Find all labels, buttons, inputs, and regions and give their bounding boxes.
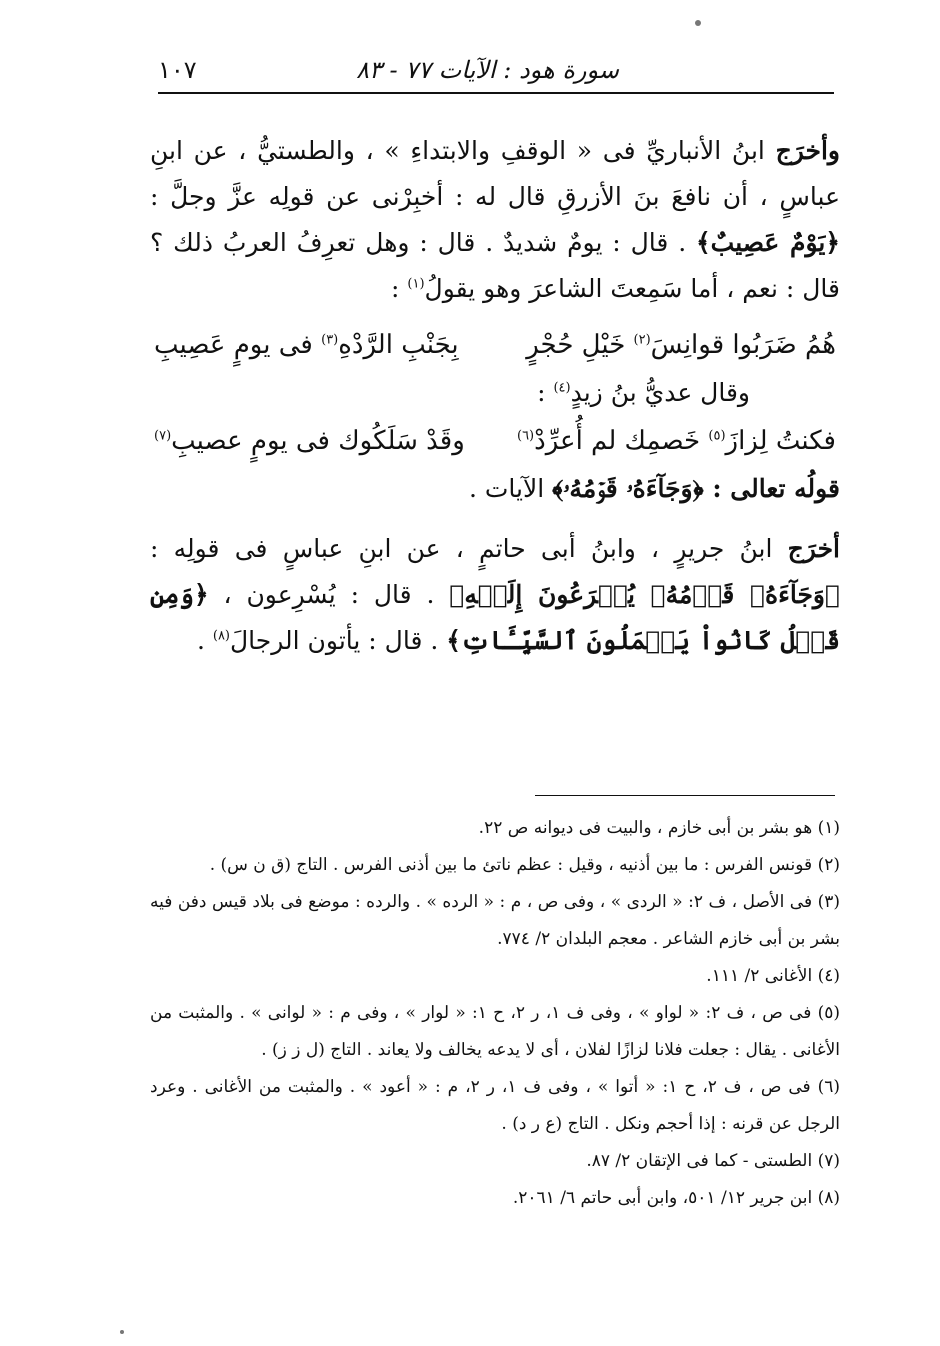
scan-speck bbox=[120, 1330, 124, 1334]
footnote-ref-2: (٢) bbox=[633, 332, 651, 348]
footnote-ref-4: (٤) bbox=[553, 380, 571, 396]
paragraph-2-mid: . قال : يُسْرِعون ، bbox=[208, 580, 450, 609]
footnote-separator bbox=[535, 795, 835, 796]
verse-1-b-text: بِجَنْبِ الرَّدْهِ bbox=[338, 330, 459, 360]
footnote-ref-7: (٧) bbox=[154, 428, 172, 444]
page-number: ١٠٧ bbox=[158, 56, 197, 84]
paragraph-2 bbox=[150, 526, 840, 664]
verse-1-second-hemistich bbox=[154, 320, 459, 370]
footnotes bbox=[150, 810, 840, 1217]
footnote-ref-5: (٥) bbox=[708, 428, 726, 444]
quran-quote-yuhraun: ﴿وَجَآءَهُۥ قَوۡمُهُۥ يُهۡرَعُونَ إِلَيۡهِ﴾ bbox=[449, 580, 840, 609]
footnote-1: (١) هو بشر بن أبى خازم ، والبيت فى ديوانه ص ٢٢. bbox=[478, 818, 840, 838]
verse-1 bbox=[150, 320, 840, 370]
section-heading-rest: الآيات . bbox=[468, 474, 553, 503]
paragraph-1-end: : bbox=[391, 274, 408, 303]
verse-2-a-text: فكنتُ لِزازَ bbox=[725, 426, 836, 456]
verse-2-first-hemistich bbox=[517, 416, 836, 466]
section-heading-lead: قولُه تعالى : bbox=[703, 474, 840, 503]
verse-2 bbox=[150, 416, 840, 466]
verse-1-a-text2: خَيْلِ حُجْرٍ bbox=[526, 330, 634, 360]
footnote-8: (٨) ابن جرير ١٢/ ٥٠١، وابن أبى حاتم ٦/ ٢٠٦١. bbox=[512, 1188, 840, 1208]
verse-2-a-text2: خَصمِك لم أُعرِّدْ bbox=[534, 426, 709, 456]
paragraph-2-lead: أخرَج bbox=[787, 534, 840, 563]
footnote-3: (٣) فى الأصل ، ف ٢: « الردى » ، وفى ص ، م : « الرده » . والرده : موضع فى بلاد قيس دفن فيه بشر بن أبى خازم الشاعر . معجم البلدان ٢/ ٧٧٤. bbox=[150, 892, 840, 949]
footnote-2: (٢) قونس الفرس : ما بين أذنيه ، وقيل : عظم ناتئ ما بين أذنى الفرس . التاج (ق ن س) . bbox=[209, 855, 840, 875]
main-text bbox=[150, 128, 840, 664]
footnote-6: (٦) فى ص ، ف ٢، ح ١: « أتوا » ، وفى ف ١، ر ٢، م : « أعود » . والمثبت من الأغانى . وعرد الرجل عن قرنه : إذا أحجم ونكل . التاج (ع ر د) . bbox=[150, 1077, 840, 1134]
section-heading-quote: ﴿وَجَآءَهُۥ قَوۡمُهُۥ﴾ bbox=[552, 474, 704, 503]
running-title: سورة هود : الآيات ٧٧ - ٨٣ bbox=[356, 56, 619, 84]
paragraph-1-text: ابنُ الأنباريِّ فى « الوقفِ والابتداءِ » ، والطستيُّ ، عن ابنِ عباسٍ ، أن نافعَ بنَ الأزرقِ قال له : أخبِرْنى عن قولِه عزَّ وجلَّ : bbox=[150, 136, 840, 211]
verse-1-first-hemistich bbox=[526, 320, 836, 370]
paragraph-2-rest: . قال : يأتون الرجالَ bbox=[230, 626, 447, 655]
quran-quote-yawm-asib: ﴿يَوْمٌ عَصِيبٌ﴾ bbox=[696, 228, 840, 257]
paragraph-2-text: ابنُ جريرٍ ، وابنُ أبى حاتمٍ ، عن ابنِ عباسٍ فى قولِه : bbox=[150, 534, 788, 563]
footnote-ref-6: (٦) bbox=[516, 428, 535, 444]
paragraph-1-rest: . قال : يومٌ شديدٌ . قال : وهل تعرِفُ العربُ ذلك ؟ قال : نعم ، أما سَمِعتَ الشاعرَ وهو يقولُ bbox=[150, 228, 840, 303]
footnote-5: (٥) فى ص ، ف ٢: « لواو » ، وفى ف ١، ر ٢، ح ١: « لوار » ، وفى م : « لوانى » . والمثبت من الأغانى . يقال : جعلت فلانا لزازًا لفلان ، أى لا يدعه يخالف ولا يعاند . التاج (ل ز ز) . bbox=[150, 1003, 840, 1060]
verse-1-b-text2: فى يومٍ عَصِيبِ bbox=[154, 330, 322, 360]
paragraph-1 bbox=[150, 128, 840, 312]
quran-quote-sayyiat: ﴿وَمِن قَبۡلُ كَانُواْ يَعۡمَلُونَ ٱلسَّيِّـَٔاتِ﴾ bbox=[150, 580, 840, 655]
footnote-7: (٧) الطستى - كما فى الإتقان ٢/ ٨٧. bbox=[586, 1151, 840, 1171]
paragraph-1-lead: وأخرَج bbox=[775, 136, 840, 165]
running-header bbox=[158, 52, 834, 94]
scan-speck bbox=[695, 20, 701, 26]
footnote-ref-1: (١) bbox=[407, 276, 425, 292]
verse-2-second-hemistich bbox=[154, 416, 465, 466]
footnote-4: (٤) الأغانى ٢/ ١١١. bbox=[706, 966, 840, 986]
verse-2-intro-text: وقال عديُّ بنُ زيدٍ bbox=[570, 378, 750, 407]
verse-2-intro bbox=[150, 370, 840, 416]
verse-1-a-text: هُمُ ضَرَبُوا قوانِسَ bbox=[650, 330, 836, 360]
paragraph-2-end: . bbox=[196, 626, 213, 655]
footnote-ref-8: (٨) bbox=[212, 628, 230, 644]
verse-2-intro-end: : bbox=[537, 378, 554, 407]
section-heading bbox=[150, 466, 840, 512]
footnote-ref-3: (٣) bbox=[321, 332, 339, 348]
verse-2-b-text: وقَدْ سَلَكُوك فى يومٍ عصيبِ bbox=[171, 426, 465, 456]
